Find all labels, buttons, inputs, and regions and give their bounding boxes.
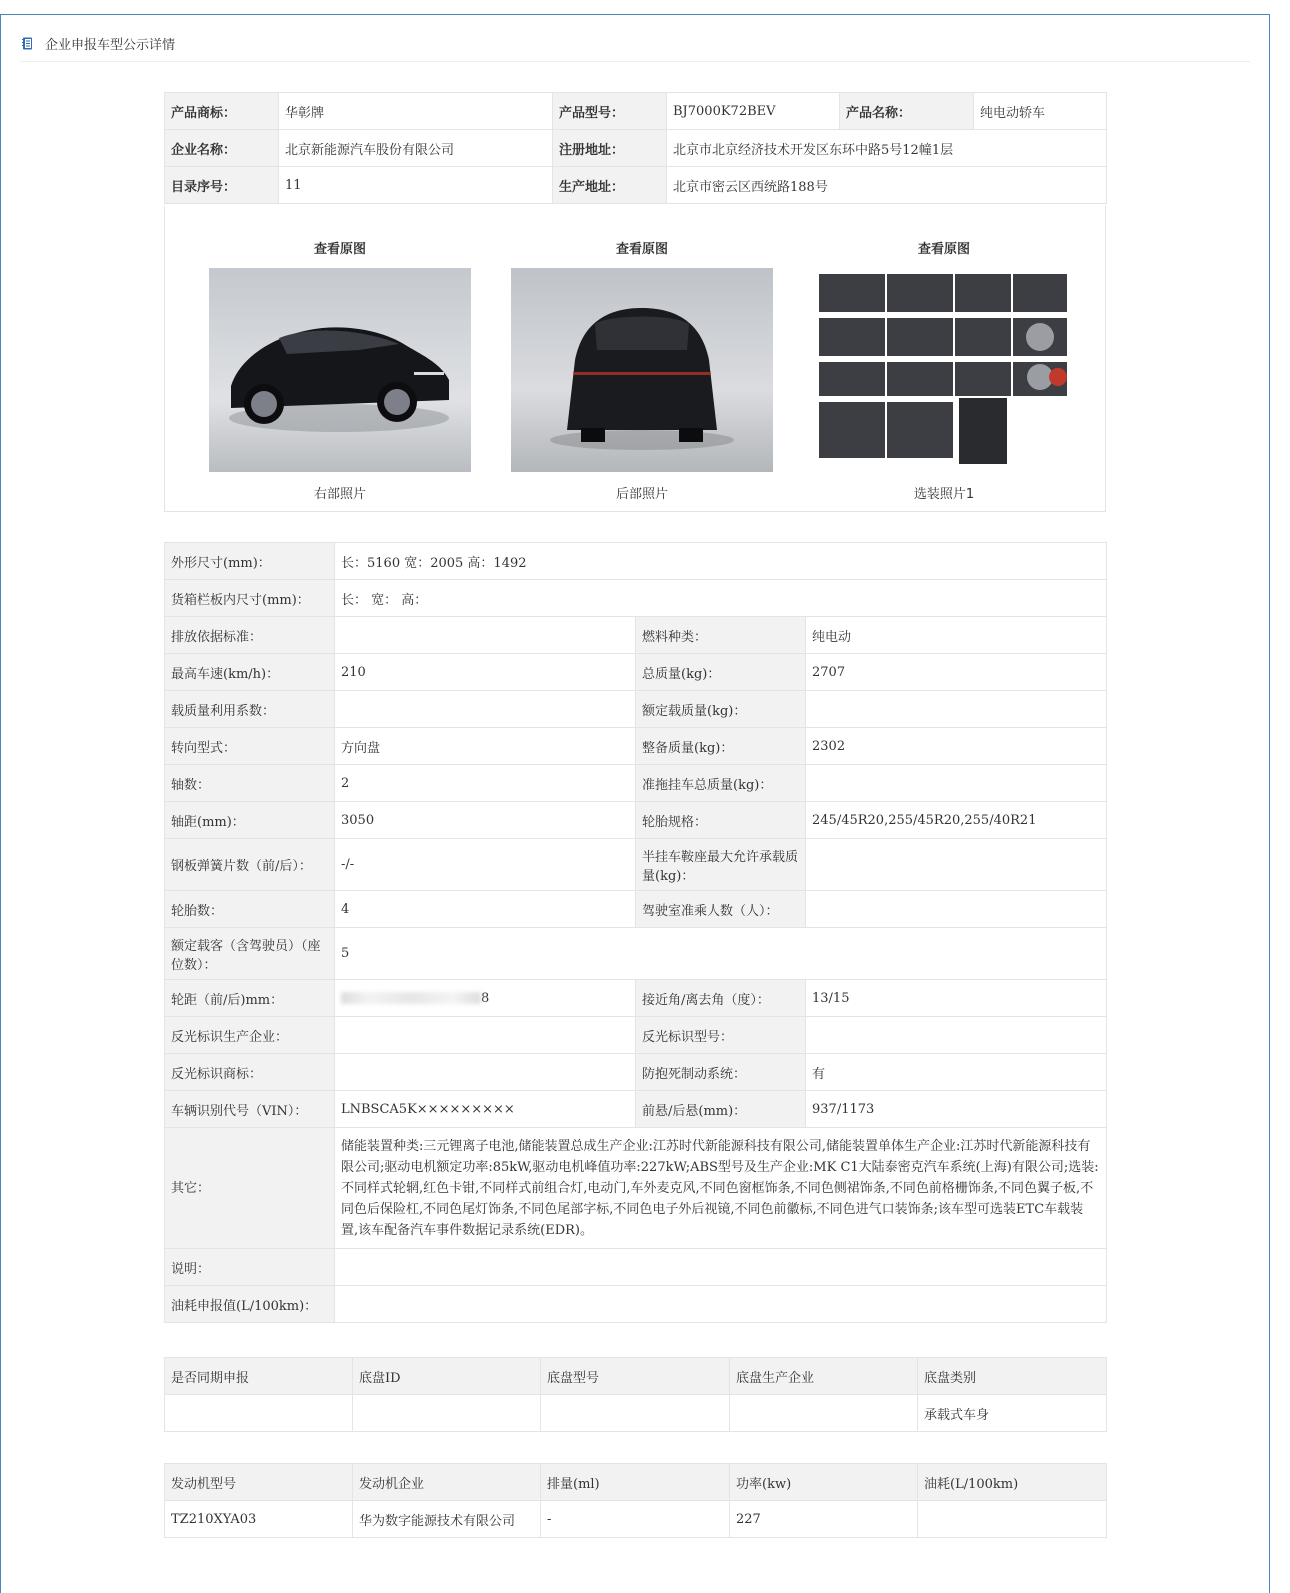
chassis-id-value bbox=[353, 1395, 541, 1432]
photo-gallery bbox=[164, 206, 1106, 512]
rated-load-value bbox=[806, 691, 1107, 728]
rear-photo-caption: 后部照片 bbox=[615, 487, 668, 502]
vin-label: 车辆识别代号（VIN）： bbox=[165, 1091, 335, 1128]
view-original-link[interactable]: 查看原图 bbox=[615, 242, 668, 257]
rear-car-image[interactable] bbox=[511, 268, 773, 472]
other-label: 其它： bbox=[165, 1128, 335, 1249]
tire-spec-value: 245/45R20,255/45R20,255/40R21 bbox=[806, 802, 1107, 839]
reg-addr-value: 北京市北京经济技术开发区东环中路5号12幢1层 bbox=[667, 130, 1107, 167]
chassis-header-maker: 底盘生产企业 bbox=[730, 1358, 918, 1395]
track-value-end: 8 bbox=[481, 990, 490, 1006]
spec-table bbox=[164, 542, 1107, 1323]
seats-value: 5 bbox=[335, 928, 1107, 980]
brand-value: 华彰牌 bbox=[279, 93, 553, 130]
emission-value bbox=[335, 617, 636, 654]
spring-value: -/- bbox=[335, 839, 636, 891]
load-coef-label: 载质量利用系数： bbox=[165, 691, 335, 728]
overhang-label: 前悬/后悬(mm)： bbox=[636, 1091, 806, 1128]
engine-power-value: 227 bbox=[730, 1501, 918, 1538]
abs-label: 防抱死制动系统： bbox=[636, 1054, 806, 1091]
emission-label: 排放依据标准： bbox=[165, 617, 335, 654]
engine-table bbox=[164, 1463, 1107, 1538]
book-icon bbox=[22, 37, 33, 50]
model-value: BJ7000K72BEV bbox=[667, 93, 840, 130]
model-label: 产品型号： bbox=[553, 93, 667, 130]
page-header bbox=[22, 34, 175, 52]
right-photo-caption: 右部照片 bbox=[313, 487, 366, 502]
other-value: 储能装置种类:三元锂离子电池,储能装置总成生产企业:江苏时代新能源科技有限公司,储能装置单体生产企业:江苏时代新能源科技有限公司;驱动电机额定功率:85kW,驱动电机峰值功率:227kW;ABS型号及生产企业:MK C1大陆泰密克汽车系统(上海)有限公司;选装:不同样式轮辋,红色卡钳,不同样式前组合灯,电动门,车外麦克风,不同色窗框饰条,不同色侧裙饰条,不同色前格栅饰条,不同色翼子板,不同色后保险杠,不同色尾灯饰条,不同色尾部字标,不同色电子外后视镜,不同色前徽标,不同色进气口装饰条;该车型可选装ETC车载装置,该车配备汽车事件数据记录系统(EDR)。 bbox=[335, 1128, 1107, 1249]
chassis-table bbox=[164, 1357, 1107, 1432]
company-value: 北京新能源汽车股份有限公司 bbox=[279, 130, 553, 167]
brand-label: 产品商标： bbox=[165, 93, 279, 130]
cab-capacity-value bbox=[806, 891, 1107, 928]
chassis-header-sync: 是否同期申报 bbox=[165, 1358, 353, 1395]
track-label: 轮距（前/后)mm： bbox=[165, 980, 335, 1017]
name-value: 纯电动轿车 bbox=[974, 93, 1107, 130]
curb-mass-value: 2302 bbox=[806, 728, 1107, 765]
reflector-brand-value bbox=[335, 1054, 636, 1091]
reflector-maker-label: 反光标识生产企业： bbox=[165, 1017, 335, 1054]
catalog-label: 目录序号： bbox=[165, 167, 279, 204]
fuel-type-label: 燃料种类： bbox=[636, 617, 806, 654]
approach-angle-value: 13/15 bbox=[806, 980, 1107, 1017]
reflector-model-label: 反光标识型号： bbox=[636, 1017, 806, 1054]
basic-info-table bbox=[164, 92, 1107, 204]
right-side-car-image[interactable] bbox=[209, 268, 471, 472]
reflector-model-value bbox=[806, 1017, 1107, 1054]
track-value bbox=[335, 980, 636, 1017]
axles-value: 2 bbox=[335, 765, 636, 802]
reflector-brand-label: 反光标识商标： bbox=[165, 1054, 335, 1091]
saddle-load-value bbox=[806, 839, 1107, 891]
total-mass-value: 2707 bbox=[806, 654, 1107, 691]
note-value bbox=[335, 1249, 1107, 1286]
chassis-sync-value bbox=[165, 1395, 353, 1432]
engine-fuel-value bbox=[918, 1501, 1107, 1538]
wheelbase-value: 3050 bbox=[335, 802, 636, 839]
reg-addr-label: 注册地址： bbox=[553, 130, 667, 167]
note-label: 说明： bbox=[165, 1249, 335, 1286]
engine-header-model: 发动机型号 bbox=[165, 1464, 353, 1501]
engine-model-value: TZ210XYA03 bbox=[165, 1501, 353, 1538]
redacted-blur bbox=[341, 992, 481, 1004]
engine-displacement-value: - bbox=[541, 1501, 730, 1538]
chassis-model-value bbox=[541, 1395, 730, 1432]
total-mass-label: 总质量(kg)： bbox=[636, 654, 806, 691]
cargo-dimension-label: 货箱栏板内尺寸(mm)： bbox=[165, 580, 335, 617]
spring-label: 钢板弹簧片数（前/后）： bbox=[165, 839, 335, 891]
engine-maker-value: 华为数字能源技术有限公司 bbox=[353, 1501, 541, 1538]
vin-value: LNBSCA5K××××××××× bbox=[335, 1091, 636, 1128]
engine-header-fuel: 油耗(L/100km) bbox=[918, 1464, 1107, 1501]
trailer-mass-label: 准拖挂车总质量(kg)： bbox=[636, 765, 806, 802]
photo-right bbox=[209, 241, 471, 502]
engine-header-displacement: 排量(ml) bbox=[541, 1464, 730, 1501]
saddle-load-label: 半挂车鞍座最大允许承载质量(kg)： bbox=[636, 839, 806, 891]
rated-load-label: 额定载质量(kg)： bbox=[636, 691, 806, 728]
cab-capacity-label: 驾驶室准乘人数（人）： bbox=[636, 891, 806, 928]
chassis-type-value: 承载式车身 bbox=[918, 1395, 1107, 1432]
prod-addr-label: 生产地址： bbox=[553, 167, 667, 204]
tire-count-value: 4 bbox=[335, 891, 636, 928]
catalog-value: 11 bbox=[279, 167, 553, 204]
fuel-type-value: 纯电动 bbox=[806, 617, 1107, 654]
chassis-header-id: 底盘ID bbox=[353, 1358, 541, 1395]
load-coef-value bbox=[335, 691, 636, 728]
steering-value: 方向盘 bbox=[335, 728, 636, 765]
chassis-header-model: 底盘型号 bbox=[541, 1358, 730, 1395]
seats-label: 额定载客（含驾驶员）（座位数）： bbox=[165, 928, 335, 980]
chassis-maker-value bbox=[730, 1395, 918, 1432]
page-title: 企业申报车型公示详情 bbox=[45, 37, 176, 53]
dimension-value: 长：5160 宽：2005 高：1492 bbox=[335, 543, 1107, 580]
name-label: 产品名称： bbox=[840, 93, 974, 130]
cargo-dimension-value: 长： 宽： 高： bbox=[335, 580, 1107, 617]
tire-spec-label: 轮胎规格： bbox=[636, 802, 806, 839]
steering-label: 转向型式： bbox=[165, 728, 335, 765]
wheelbase-label: 轴距(mm)： bbox=[165, 802, 335, 839]
photo-rear bbox=[511, 241, 773, 502]
abs-value: 有 bbox=[806, 1054, 1107, 1091]
view-original-link[interactable]: 查看原图 bbox=[313, 242, 366, 257]
max-speed-value: 210 bbox=[335, 654, 636, 691]
fuel-consumption-label: 油耗申报值(L/100km)： bbox=[165, 1286, 335, 1323]
reflector-maker-value bbox=[335, 1017, 636, 1054]
fuel-consumption-value bbox=[335, 1286, 1107, 1323]
dimension-label: 外形尺寸(mm)： bbox=[165, 543, 335, 580]
overhang-value: 937/1173 bbox=[806, 1091, 1107, 1128]
trailer-mass-value bbox=[806, 765, 1107, 802]
company-label: 企业名称： bbox=[165, 130, 279, 167]
engine-header-maker: 发动机企业 bbox=[353, 1464, 541, 1501]
header-divider bbox=[20, 61, 1250, 62]
prod-addr-value: 北京市密云区西统路188号 bbox=[667, 167, 1107, 204]
curb-mass-label: 整备质量(kg)： bbox=[636, 728, 806, 765]
optional-photo-caption: 选装照片1 bbox=[913, 487, 975, 502]
tire-count-label: 轮胎数： bbox=[165, 891, 335, 928]
chassis-header-type: 底盘类别 bbox=[918, 1358, 1107, 1395]
approach-angle-label: 接近角/离去角（度）： bbox=[636, 980, 806, 1017]
optional-parts-collage-image[interactable] bbox=[813, 268, 1075, 472]
axles-label: 轴数： bbox=[165, 765, 335, 802]
max-speed-label: 最高车速(km/h)： bbox=[165, 654, 335, 691]
view-original-link[interactable]: 查看原图 bbox=[917, 242, 970, 257]
engine-header-power: 功率(kw) bbox=[730, 1464, 918, 1501]
photo-optional bbox=[813, 241, 1075, 502]
